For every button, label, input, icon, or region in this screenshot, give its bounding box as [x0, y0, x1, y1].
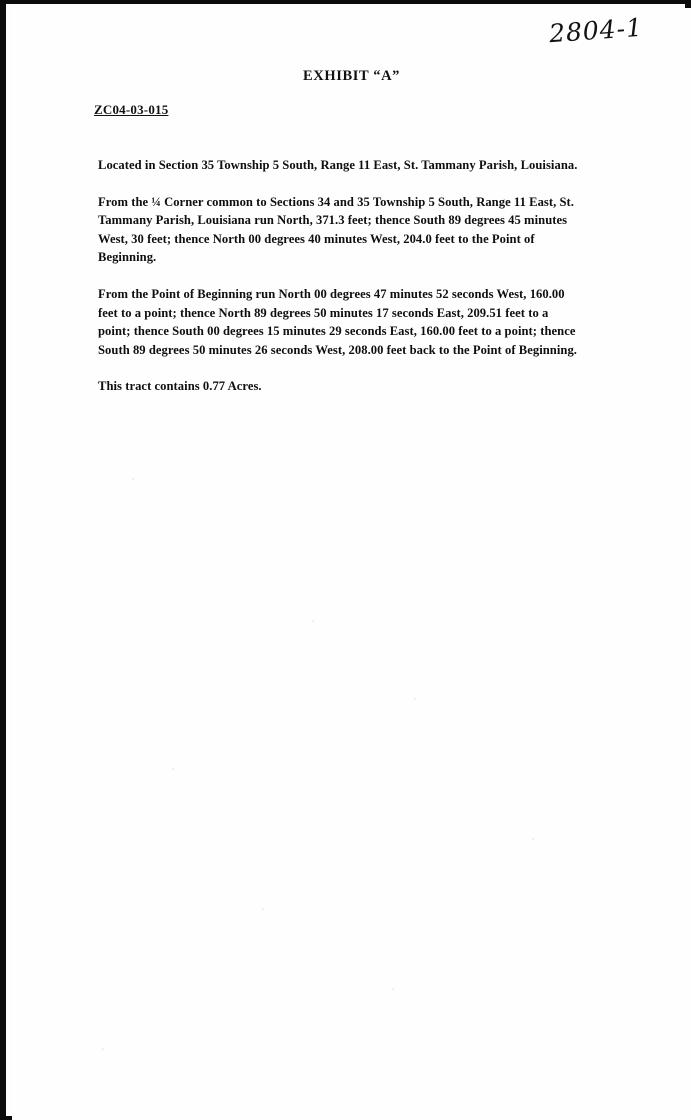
page-title: EXHIBIT “A” — [303, 68, 400, 84]
scan-speckle — [392, 988, 394, 990]
case-number: ZC04-03-015 — [94, 102, 169, 117]
scan-speckle — [262, 908, 264, 910]
page-content-area — [12, 8, 691, 1120]
scan-speckle — [532, 838, 534, 840]
scan-speckle — [102, 1048, 104, 1050]
paragraph-metes-and-bounds: From the Point of Beginning run North 00 degrees 47 minutes 52 seconds West, 160.00 feet to a point; thence North 89 degrees 50 minutes 17 seconds East, 209.51 feet to a point; thence South 00 degrees 15 minutes 29 seconds East, 160.00 feet to a point; thence South 89 degrees 50 minutes 26 seconds West, 208.00 feet back to the Point of Beginning. — [98, 286, 578, 357]
legal-description-body — [98, 156, 578, 396]
paragraph-location: Located in Section 35 Township 5 South, Range 11 East, St. Tammany Parish, Louisiana. — [98, 158, 578, 172]
paragraph-commencement: From the ¼ Corner common to Sections 34 and 35 Township 5 South, Range 11 East, St. Tammany Parish, Louisiana run North, 371.3 feet; thence South 89 degrees 45 minutes West, 30 feet; thence North 00 degrees 40 minutes West, 204.0 feet to the Point of Beginning. — [98, 194, 575, 265]
scan-speckle — [414, 698, 416, 700]
scan-speckle — [132, 478, 134, 480]
handwritten-page-stamp: 2804-1 — [548, 12, 644, 49]
scan-speckle — [312, 620, 314, 622]
scan-speckle — [172, 768, 174, 770]
paragraph-acreage: This tract contains 0.77 Acres. — [98, 379, 262, 394]
